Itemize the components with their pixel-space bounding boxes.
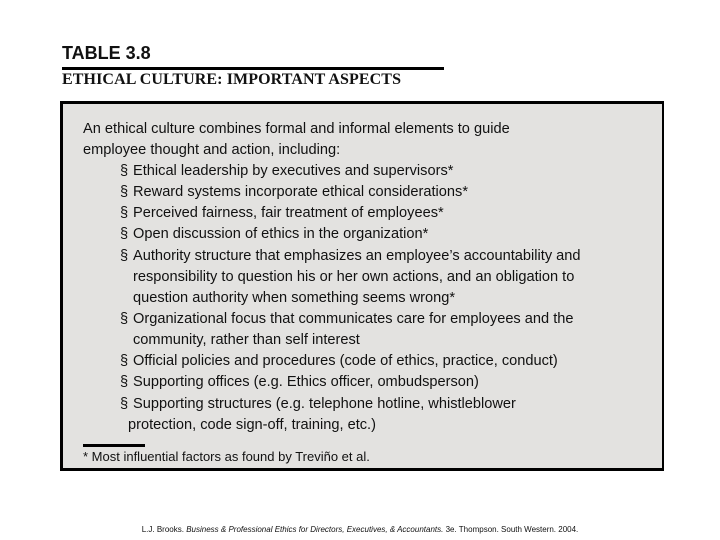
bullet-icon: § bbox=[120, 374, 129, 390]
bullet-icon: § bbox=[120, 353, 129, 369]
bullet-icon: § bbox=[120, 226, 129, 242]
table-number: TABLE 3.8 bbox=[62, 43, 151, 63]
bullet-icon: § bbox=[120, 248, 129, 264]
intro-line: employee thought and action, including: bbox=[83, 142, 341, 158]
bullet-text: Authority structure that emphasizes an employee’s accountability and bbox=[133, 248, 581, 264]
intro-line: An ethical culture combines formal and informal elements to guide bbox=[83, 121, 510, 137]
citation-book: Business & Professional Ethics for Directors, Executives, & Accountants. bbox=[186, 525, 444, 534]
table-title: ETHICAL CULTURE: IMPORTANT ASPECTS bbox=[62, 71, 402, 88]
bullet-text: Open discussion of ethics in the organization* bbox=[133, 226, 429, 242]
bullet-text: responsibility to question his or her own actions, and an obligation to bbox=[133, 269, 575, 285]
bullet-icon: § bbox=[120, 184, 129, 200]
content-box bbox=[60, 101, 664, 471]
bullet-text: Supporting offices (e.g. Ethics officer, ombudsperson) bbox=[133, 374, 479, 390]
bullet-icon: § bbox=[120, 163, 129, 179]
bullet-text: Ethical leadership by executives and supervisors* bbox=[133, 163, 454, 179]
footnote-rule bbox=[83, 444, 145, 447]
bullet-icon: § bbox=[120, 396, 129, 412]
bullet-icon: § bbox=[120, 311, 129, 327]
bullet-text: Reward systems incorporate ethical considerations* bbox=[133, 184, 469, 200]
citation bbox=[0, 525, 720, 534]
bullet-text: Perceived fairness, fair treatment of employees* bbox=[133, 205, 444, 221]
bullet-text: Official policies and procedures (code of ethics, practice, conduct) bbox=[133, 353, 558, 369]
bullet-text: protection, code sign-off, training, etc.) bbox=[128, 417, 376, 433]
citation-author: L.J. Brooks. bbox=[141, 525, 184, 534]
bullet-text: Organizational focus that communicates care for employees and the bbox=[133, 311, 574, 327]
bullet-text: Supporting structures (e.g. telephone hotline, whistleblower bbox=[133, 396, 516, 412]
bullet-text: community, rather than self interest bbox=[133, 332, 360, 348]
bullet-icon: § bbox=[120, 205, 129, 221]
citation-publisher: 3e. Thompson. South Western. 2004. bbox=[445, 525, 579, 534]
footnote: * Most influential factors as found by Treviño et al. bbox=[83, 449, 370, 464]
bullet-text: question authority when something seems wrong* bbox=[133, 290, 456, 306]
title-rule bbox=[62, 67, 444, 70]
